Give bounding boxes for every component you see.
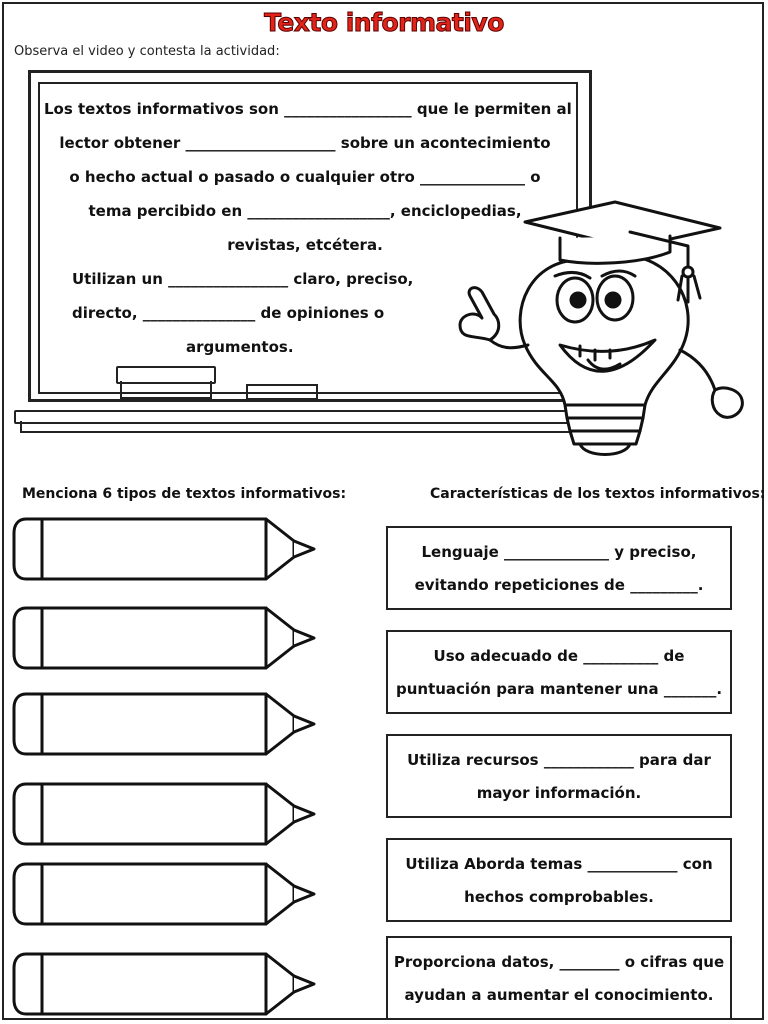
card-line: evitando repeticiones de _________.: [414, 576, 704, 594]
card-line: puntuación para mantener una _______.: [395, 680, 723, 698]
card-line: hechos comprobables.: [464, 888, 654, 906]
board-line-1: Los textos informativos son _________________ que le permiten al: [44, 100, 572, 118]
board-line-2: lector obtener ____________________ sobre un acontecimiento: [59, 134, 551, 152]
page-title: Texto informativo: [264, 8, 504, 37]
lightbulb-mascot-icon: [430, 200, 760, 470]
characteristics-heading: Características de los textos informativos:: [430, 486, 766, 502]
pencil-answer-box[interactable]: [12, 517, 318, 581]
characteristic-card-4: [386, 838, 732, 922]
eraser-base: [120, 381, 212, 399]
chalk-icon: [246, 384, 318, 400]
board-line-8: argumentos.: [186, 338, 294, 356]
characteristic-card-5: [386, 936, 732, 1020]
card-line: Uso adecuado de __________ de: [433, 647, 685, 665]
board-line-6: Utilizan un ________________ claro, preciso,: [72, 270, 414, 288]
card-line: mayor información.: [476, 784, 642, 802]
types-heading: Menciona 6 tipos de textos informativos:: [22, 486, 347, 502]
board-line-5: revistas, etcétera.: [227, 236, 383, 254]
pencil-answer-box[interactable]: [12, 862, 318, 926]
board-line-3: o hecho actual o pasado o cualquier otro ______________ o: [69, 168, 541, 186]
pencil-answer-box[interactable]: [12, 952, 318, 1016]
pencil-answer-box[interactable]: [12, 782, 318, 846]
card-line: ayudan a aumentar el conocimiento.: [404, 986, 714, 1004]
card-line: Utiliza Aborda temas ____________ con: [405, 855, 713, 873]
characteristic-card-3: [386, 734, 732, 818]
card-line: Proporciona datos, ________ o cifras que: [393, 953, 725, 971]
pencil-answer-box[interactable]: [12, 606, 318, 670]
characteristic-card-2: [386, 630, 732, 714]
card-line: Lenguaje ______________ y preciso,: [421, 543, 697, 561]
board-line-4: tema percibido en ___________________, enciclopedias,: [88, 202, 522, 220]
characteristic-card-1: [386, 526, 732, 610]
card-line: Utiliza recursos ____________ para dar: [407, 751, 711, 769]
pencil-answer-box[interactable]: [12, 692, 318, 756]
board-line-7: directo, _______________ de opiniones o: [72, 304, 385, 322]
instruction-text: Observa el video y contesta la actividad:: [14, 44, 280, 59]
